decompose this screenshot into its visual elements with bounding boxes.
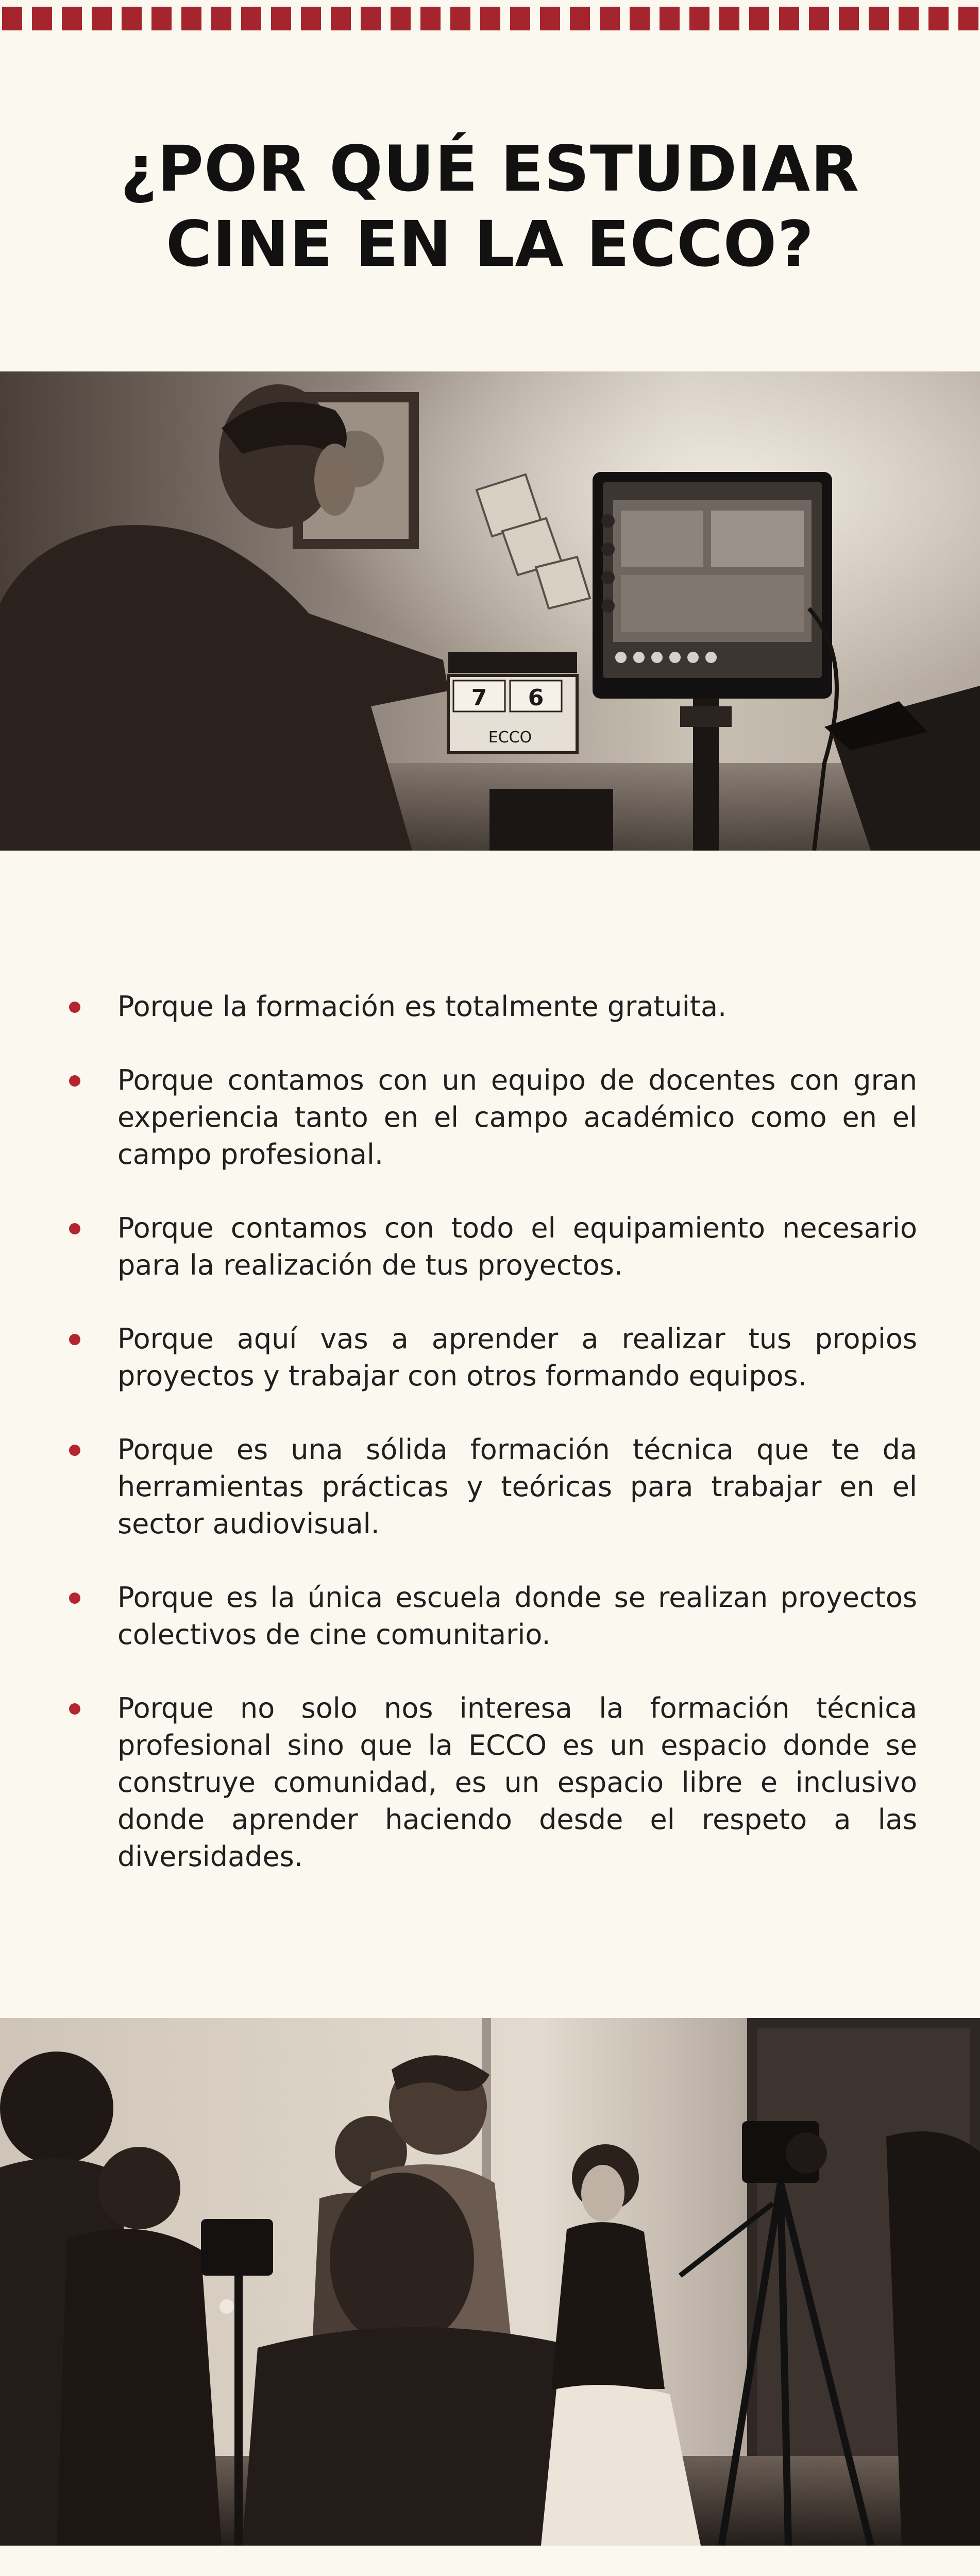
reason-item — [62, 1579, 917, 1653]
reason-item — [62, 1210, 917, 1284]
photo-film-set-clapperboard — [0, 371, 980, 851]
bullet-dot-icon — [69, 1592, 80, 1604]
title-line-1: ¿POR QUÉ ESTUDIAR — [120, 132, 860, 206]
reason-text: Porque aquí vas a aprender a realizar tus propios proyectos y trabajar con otros formando equipos. — [117, 1323, 917, 1392]
reason-text: Porque es la única escuela donde se realizan proyectos colectivos de cine comunitario. — [117, 1581, 917, 1651]
clapper-take: 6 — [528, 685, 544, 711]
reason-item — [62, 1431, 917, 1543]
reason-text: Porque no solo nos interesa la formación técnica profesional sino que la ECCO es un espacio donde se construye comunidad, es un espacio libre e inclusivo donde aprender haciendo desde el respeto a las diversidades. — [117, 1692, 917, 1873]
clapper-label: ECCO — [488, 728, 532, 747]
reason-item — [62, 1320, 917, 1395]
title-line-2: CINE EN LA ECCO? — [165, 208, 815, 281]
film-strip-top — [0, 0, 980, 38]
bullet-dot-icon — [69, 1002, 80, 1013]
clapper-scene: 7 — [471, 685, 487, 711]
bullet-dot-icon — [69, 1703, 80, 1715]
bullet-dot-icon — [69, 1223, 80, 1234]
photo-students-filming — [0, 2018, 980, 2546]
bullet-dot-icon — [69, 1445, 80, 1456]
reason-item — [62, 1062, 917, 1173]
reasons-list — [62, 988, 917, 1875]
reason-text: Porque la formación es totalmente gratuita. — [117, 990, 727, 1023]
reason-item — [62, 988, 917, 1025]
bullet-dot-icon — [69, 1075, 80, 1087]
bullet-dot-icon — [69, 1334, 80, 1345]
reason-item — [62, 1690, 917, 1875]
reason-text: Porque contamos con todo el equipamiento necesario para la realización de tus proyectos. — [117, 1212, 917, 1281]
reason-text: Porque contamos con un equipo de docentes con gran experiencia tanto en el campo académico como en el campo profesional. — [117, 1064, 917, 1171]
page-title — [0, 131, 980, 282]
reason-text: Porque es una sólida formación técnica que te da herramientas prácticas y teóricas para trabajar en el sector audiovisual. — [117, 1433, 917, 1540]
